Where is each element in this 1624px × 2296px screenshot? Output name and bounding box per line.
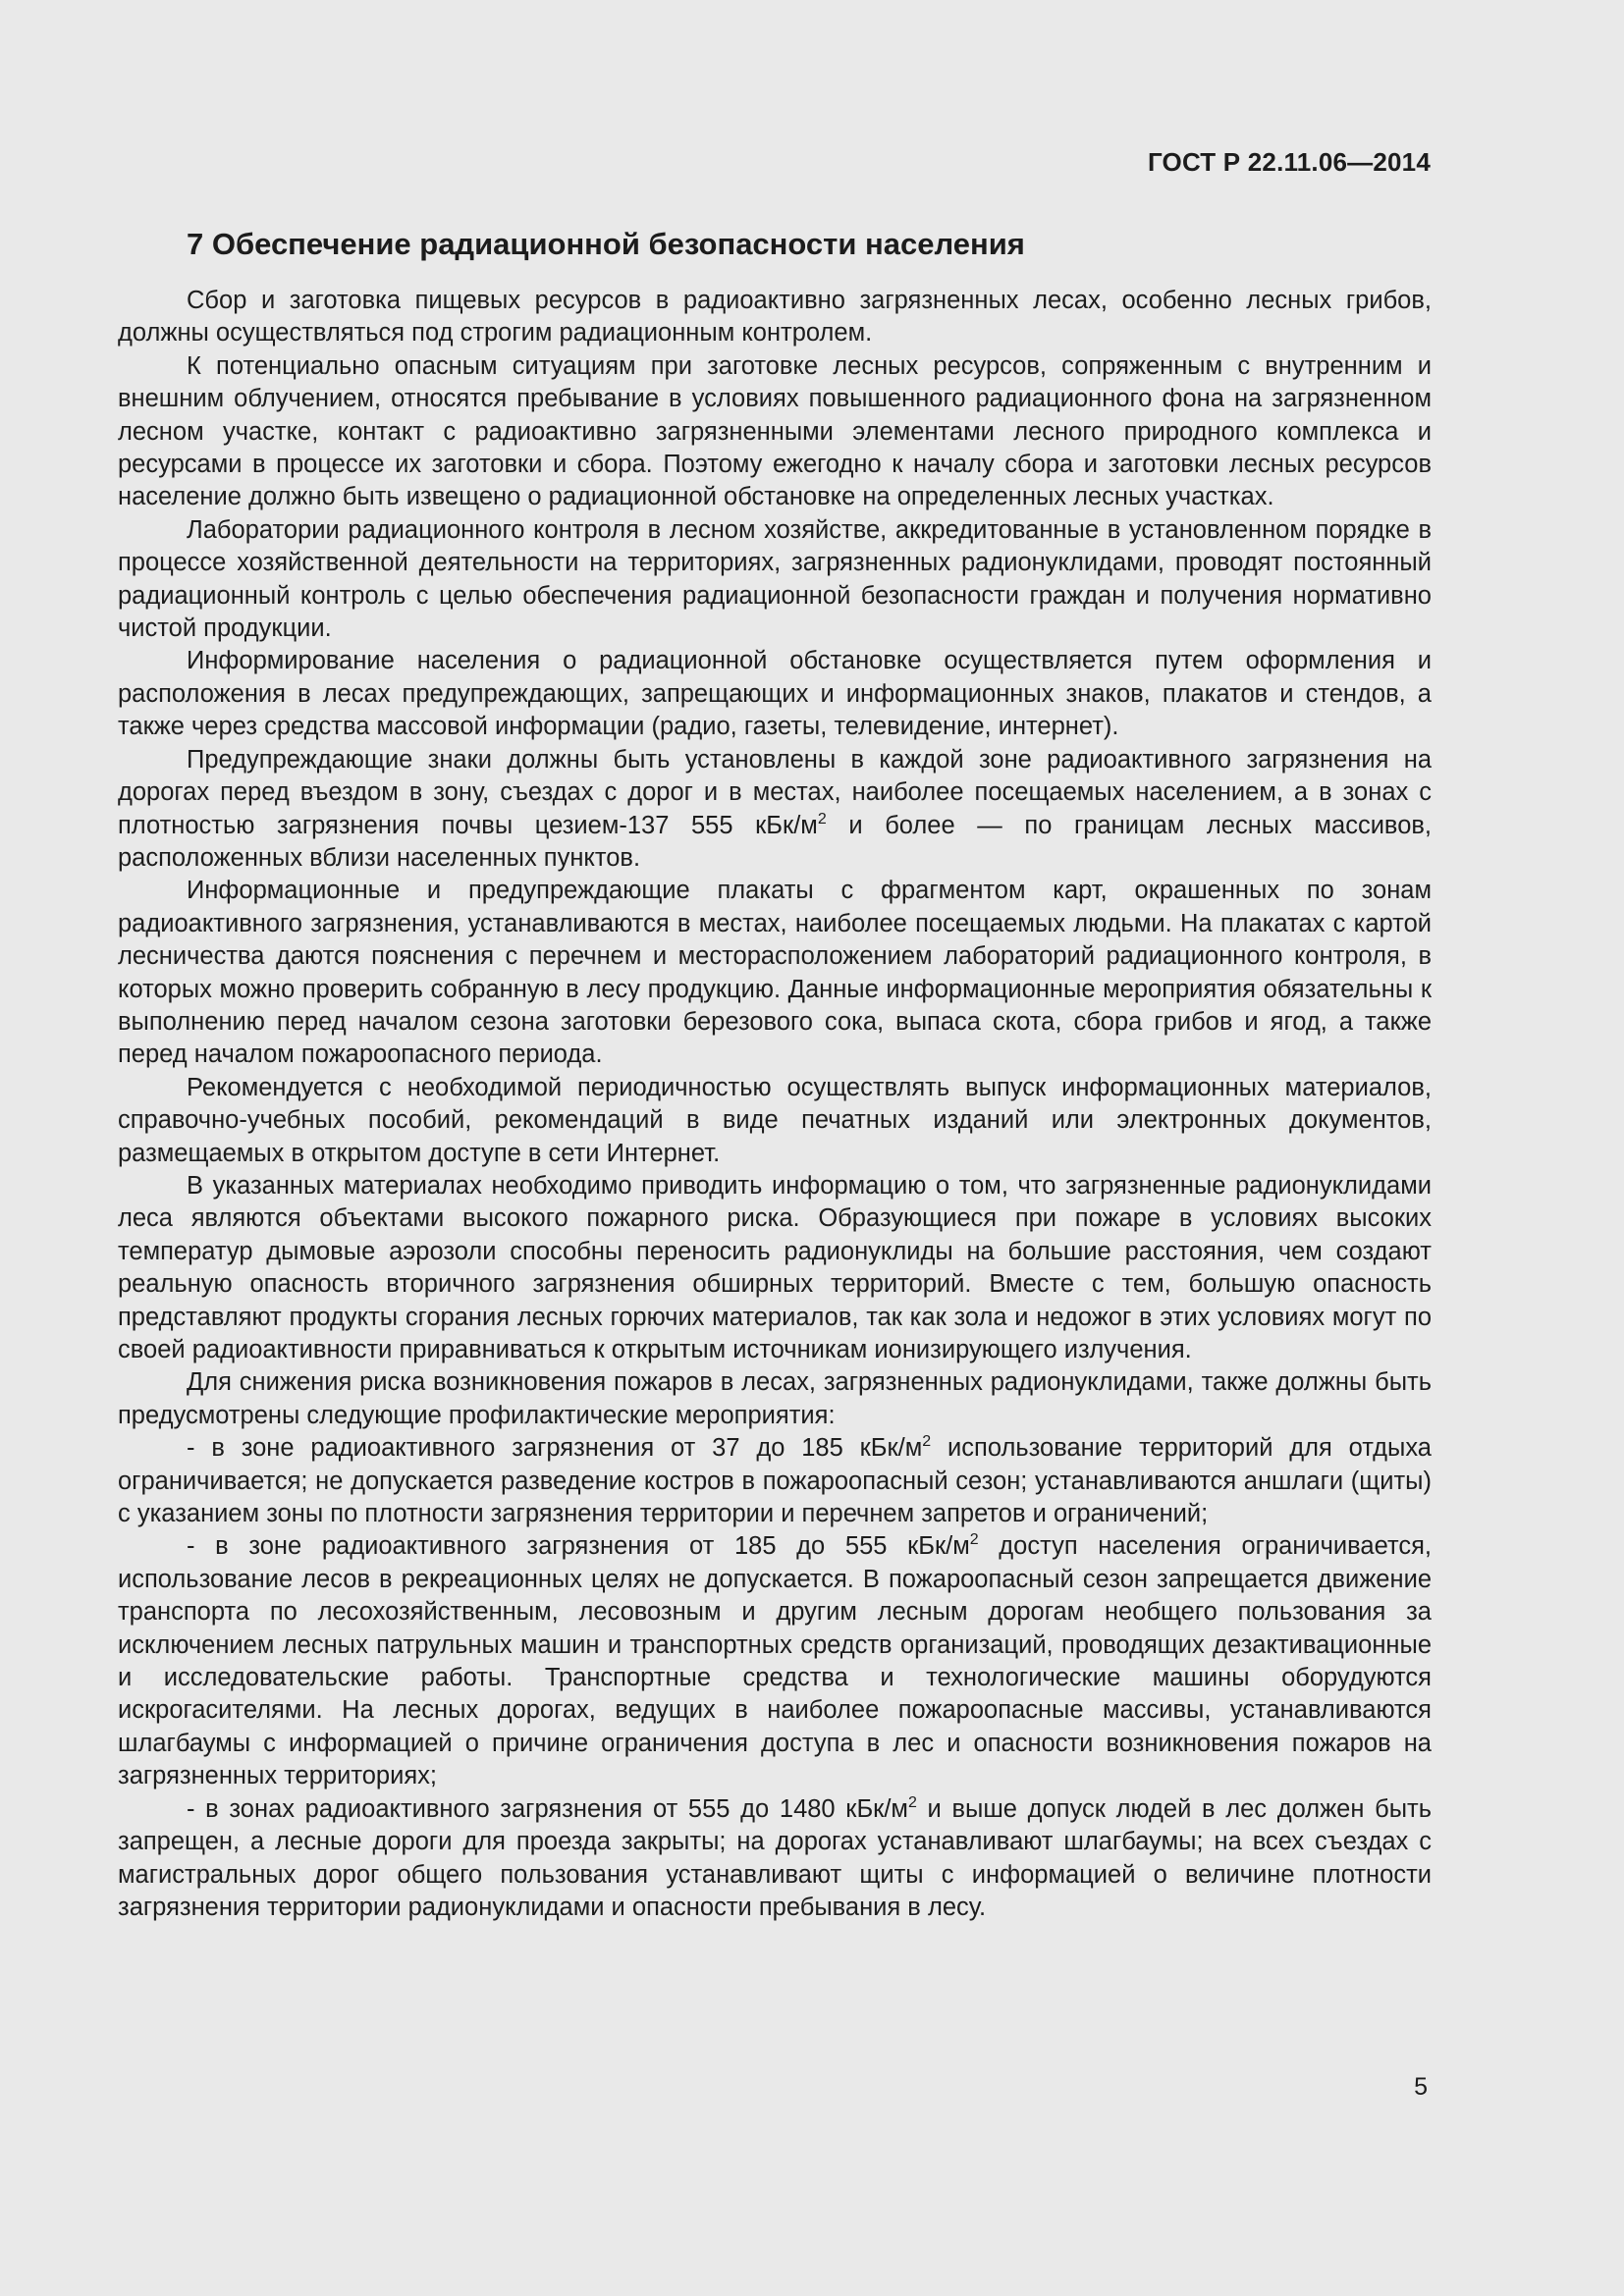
paragraph: Лаборатории радиационного контроля в лесном хозяйстве, аккредитованные в установленном порядке в процессе хозяйственной деятельности на территориях, загрязненных радионуклидами, проводят постоянный радиационный контроль с целью обеспечения радиационной безопасности граждан и получения нормативно чистой продукции. xyxy=(118,515,1432,643)
list-item-text: и выше допуск людей в лес должен быть запрещен, а лесные дороги для проезда закрыты; на дорогах устанавливают шлагбаумы; на всех съездах с магистральных дорог общего пользования устанавливают щиты с информацией о величине плотности загрязнения территории радионуклидами и опасности пребывания в лесу. xyxy=(118,1794,1433,1921)
list-item-text: - в зоне радиоактивного загрязнения от 37 до 185 кБк/м xyxy=(187,1434,923,1463)
list-item xyxy=(118,1793,1432,1925)
section-title: 7 Обеспечение радиационной безопасности населения xyxy=(187,227,1025,261)
paragraph: К потенциально опасным ситуациям при заготовке лесных ресурсов, сопряженным с внутренним и внешним облучением, относятся пребывание в условиях повышенного радиационного фона на загрязненном лесном участке, контакт с радиоактивно загрязненными элементами лесного природного комплекса и ресурсами в процессе их заготовки и сбора. Поэтому ежегодно к началу сбора и заготовки лесных ресурсов население должно быть извещено о радиационной обстановке на определенных лесных участках. xyxy=(118,351,1432,511)
list-item-text: доступ населения ограничивается, использование лесов в рекреационных целях не допускается. В пожароопасный сезон запрещается движение транспорта по лесохозяйственным, лесовозным и другим лесным дорогам необщего пользования за исключением лесных патрульных машин и транспортных средств организаций, проводящих дезактивационные и исследовательские работы. Транспортные средства и технологические машины оборудуются искрогасителями. На лесных дорогах, ведущих в наиболее пожароопасные массивы, устанавливаются шлагбаумы с информацией о причине ограничения доступа в лес и опасности возникновения пожаров на загрязненных территориях; xyxy=(118,1532,1432,1790)
paragraph: Информирование населения о радиационной обстановке осуществляется путем оформления и расположения в лесах предупреждающих, запрещающих и информационных знаков, плакатов и стендов, а также через средства массовой информации (радио, газеты, телевидение, интернет). xyxy=(118,647,1432,741)
list-item-text: - в зонах радиоактивного загрязнения от 555 до 1480 кБк/м xyxy=(187,1794,908,1823)
paragraph: Рекомендуется с необходимой периодичностью осуществлять выпуск информационных материалов, справочно-учебных пособий, рекомендаций в виде печатных изданий или электронных документов, размещаемых в открытом доступе в сети Интернет. xyxy=(118,1073,1432,1167)
list-item xyxy=(118,1530,1432,1792)
paragraph: В указанных материалах необходимо приводить информацию о том, что загрязненные радионуклидами леса являются объектами высокого пожарного риска. Образующиеся при пожаре в условиях высоких температур дымовые аэрозоли способны переносить радионуклиды на большие расстояния, чем создают реальную опасность вторичного загрязнения обширных территорий. Вместе с тем, большую опасность представляют продукты сгорания лесных горючих материалов, так как зола и недожог в этих условиях могут по своей радиоактивности приравниваться к открытым источникам ионизирующего излучения. xyxy=(118,1171,1432,1363)
superscript: 2 xyxy=(817,810,827,828)
document-code: ГОСТ Р 22.11.06—2014 xyxy=(1147,147,1431,177)
paragraph: Сбор и заготовка пищевых ресурсов в радиоактивно загрязненных лесах, особенно лесных грибов, должны осуществляться под строгим радиационным контролем. xyxy=(118,287,1432,347)
superscript: 2 xyxy=(907,1793,917,1811)
list-item-text: - в зоне радиоактивного загрязнения от 185 до 555 кБк/м xyxy=(187,1532,970,1561)
paragraph-text: и более — по границам лесных массивов, расположенных вблизи населенных пунктов. xyxy=(118,811,1433,872)
paragraph: Для снижения риска возникновения пожаров в лесах, загрязненных радионуклидами, также должны быть предусмотрены следующие профилактические мероприятия: xyxy=(118,1368,1432,1429)
body-text xyxy=(118,285,1432,1924)
paragraph xyxy=(118,744,1432,876)
paragraph: Информационные и предупреждающие плакаты с фрагментом карт, окрашенных по зонам радиоактивного загрязнения, устанавливаются в местах, наиболее посещаемых людьми. На плакатах с картой лесничества даются пояснения с перечнем и месторасположением лабораторий радиационного контроля, в которых можно проверить собранную в лесу продукцию. Данные информационные мероприятия обязательны к выполнению перед началом сезона заготовки березового сока, выпаса скота, сбора грибов и ягод, а также перед началом пожароопасного периода. xyxy=(118,877,1432,1069)
superscript: 2 xyxy=(969,1531,979,1549)
paragraph-text: Предупреждающие знаки должны быть установлены в каждой зоне радиоактивного загрязнения на дорогах перед въездом в зону, съездах с дорог и в местах, наиболее посещаемых населением, а в зонах с плотностью загрязнения почвы цезием-137 555 кБк/м xyxy=(118,745,1432,839)
list-item xyxy=(118,1432,1432,1530)
list-item-text: использование территорий для отдыха ограничивается; не допускается разведение костров в пожароопасный сезон; устанавливаются аншлаги (щиты) с указанием зоны по плотности загрязнения территории и перечнем запретов и ограничений; xyxy=(118,1434,1432,1528)
page-number: 5 xyxy=(1414,2073,1428,2101)
superscript: 2 xyxy=(922,1433,932,1451)
